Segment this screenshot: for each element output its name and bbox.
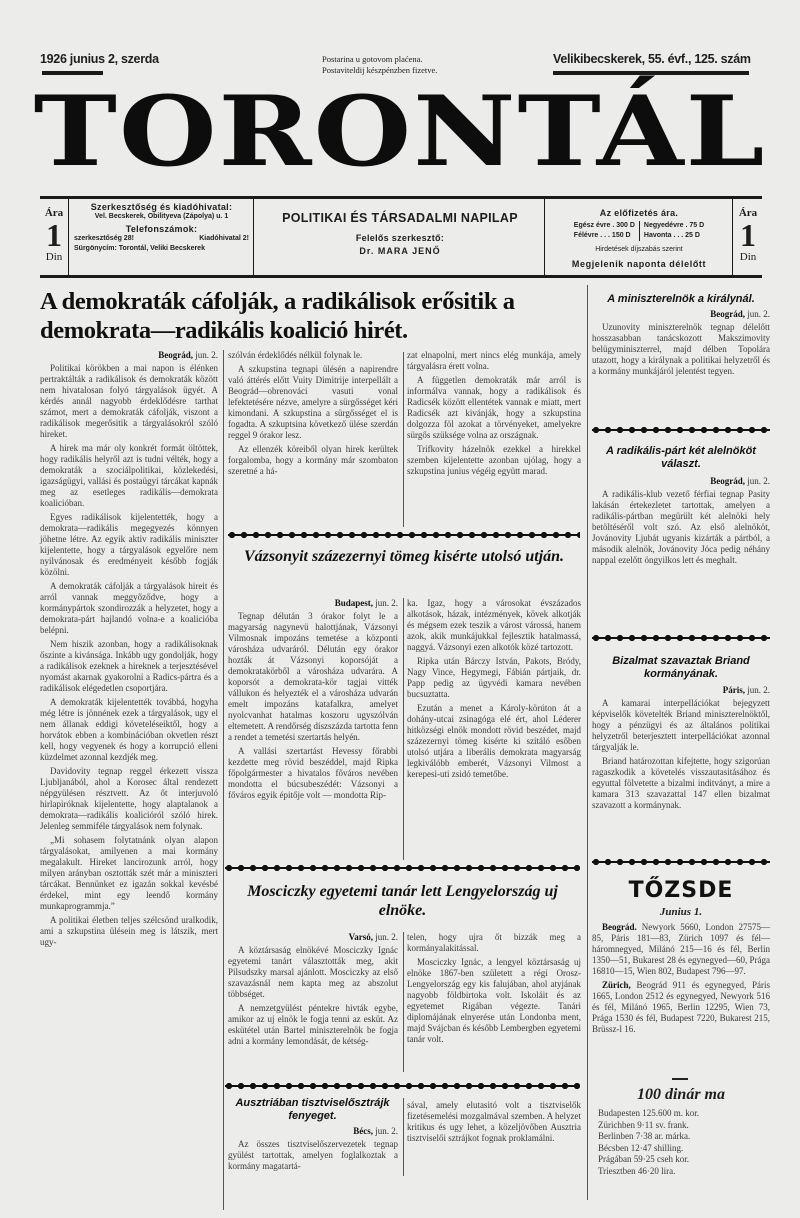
paragraph: Tegnap délután 3 órakor folyt le a magyarság nagynevü halottjának, Vázsonyi Vilmosnak impozáns temetése a központi városháza udvaráról. Délután egy órakor hozták át Vázsonyi koporsóját a demokratakörből a városháza udvarára. A koporsót a demokrata-kör tagjai vitték vállukon és helyezték el a városháza udvarán emelt impozáns katafalkra, amelyet nyolcvanhat hatalmas koszoru ugyszólván eltemetett. A rendőrség díszszázda tartotta fenn a rendet a temetési szertartás helyén. [228,611,398,742]
postage-line-1: Postarina u gotovom plaćena. [322,54,423,64]
dateline-place: Varsó, [348,932,373,942]
divider [553,71,749,75]
column-rule [223,350,224,1210]
price-quarter: Negyedévre . 75 D [643,222,705,229]
ads-note: Hirdetések díjszabás szerint [595,246,683,253]
paragraph: Nem hiszik azonban, hogy a radikálisoknak őszinte a kivánsága. Inkább ugy gondolják, hogy a radikálisok ezeknek a hireknek a terjesztésével nyomást akarnak gyakorolni a Radics-pártra és a radikálisok elégedetlen csoportjára. [40,639,218,693]
column-rule [403,598,404,860]
info-band [40,196,762,278]
price-month: Havonta . . . 25 D [643,232,700,239]
austria-headline: Ausztriában tisztviselősztrájk fenyeget. [235,1097,390,1122]
dateline-place: Beográd, [158,350,193,360]
king-article [592,309,770,380]
subscription-prices [546,221,732,241]
ornamental-divider [592,426,770,434]
dateline-place: Páris, [722,685,745,695]
dateline-date: jun. 2. [375,932,398,942]
ornamental-divider [228,531,580,539]
ornamental-divider [592,634,770,642]
paragraph: A köztársaság elnökévé Mosciczky Ignác egyetemi tanárt választották meg, akit Pilsudszky marsal ajánlott. Mosciczky az első szavazásnál nem kapta meg az abszolut többséget. [228,945,398,999]
dinar-row: Prágában 59·25 cseh kor. [598,1154,689,1164]
austria-col-1 [228,1126,398,1175]
price-label: Ára [738,207,758,219]
paragraph: A nemzetgyülést péntekre hivták egybe, amikor az uj elnök le fogja tenni az esküt. Az eskütétel után Bartel miniszterelnök be fogja adni a kormány lemondását, de kétség- [228,1003,398,1046]
paragraph: zat elnapolni, mert nincs elég munkája, amely tárgyalásra érett volna. [407,350,581,371]
dateline-date: jun. 2. [195,350,218,360]
issue-number: Velikibecskerek, 55. évf., 125. szám [553,52,751,66]
dateline [592,685,770,696]
lead-article-col-1 [40,350,218,951]
mosciczky-col-1 [228,932,398,1050]
paragraph: Briand határozottan kifejtette, hogy szigorúan ragaszkodik a követelés visszautasitásához és egyuttal fölvetette a bizalmi inditványt, a mire a kamara 313 szavazattal 147 ellen bizalmat szavazott a kormánynak. [592,756,770,810]
briand-article [592,685,770,814]
phone-numbers [74,234,249,244]
subscription-col-2 [644,221,704,241]
austria-col-2 [407,1100,581,1147]
vazsonyi-col-1 [228,598,398,804]
stock-exchange-rates [592,922,770,1038]
paragraph: sával, amely elutasitó volt a tisztviselők fizetésemelési mozgalmával szemben. A helyzet kritikus és ugy lehet, a közeljövőben Ausztria tisztviselői sztrájkot fognak proklamálni. [407,1100,581,1143]
column-rule [403,932,404,1072]
paragraph: Uzunovity miniszterelnök tegnap délelőtt hosszasabban tanácskozott Makszimovity belügyminiszterrel, majd délben Topolára utazott, hogy a királynak a politikai helyzetről és a kormány munkájáról jelentést tegyen. [592,322,770,376]
dinar-rates [598,1108,768,1177]
office-title: Szerkesztőség és kiadóhivatal: [90,202,233,212]
dinar-row: Budapesten 125.600 m. kor. [598,1108,699,1118]
dinar-title: 100 dinár ma [636,1086,725,1103]
paragraph: A szkupstina tegnapi ülésén a napirendre való áttérés előtt Vuity Dimitrije interpellált a Beográd—obrenováci vasuti vonal lefektetésére nézve, amelyre a sürgősséget kéri kimondani. A szkupstina a sürgősséget el is fogadta. A szkuptsina következő ülése szerdán reggel 9 órakor lesz. [228,364,398,440]
paragraph: Ripka után Bárczy István, Pakots, Bródy, Nagy Vince, Hegymegi, Fábián pártjaik, dr. Papp pedig az ügyvédi kamara nevében bucsuztatta. [407,656,581,699]
dateline [592,476,770,487]
price-unit: Din [739,251,757,263]
paragraph: Ezután a menet a Károly-körúton át a dohány-utcai zsinagóga elé ért, ahol Léderer hitközségi elnök mondott rövid beszédet, majd százezernyi tömeg kisérte ki szitáló esőben utolsó utjára a liberális demokrata magyarság legkiválóbb emberét, Vázsonyi Vilmost a kerepesi-uti zsidó temetőbe. [407,703,581,779]
paragraph: „Mi sohasem folytatnánk olyan alapon tárgyalásokat, amilyenen a mai kormány megalakult. Hireket lancirozunk arról, hogy milyen arányban osztották szét már a miniszteri tárcákat. Bennünket ez igazán sokkal kevésbé érdekel, mint egy leendő kormány munkaprogrammja.” [40,835,218,911]
vazsonyi-headline: Vázsonyit százezernyi tömeg kisérte utolsó utján. [243,548,565,565]
dateline [228,598,398,609]
ornamental-divider [592,858,770,866]
king-headline: A miniszterelnök a királynál. [607,293,755,305]
paragraph: A független demokraták már arról is informálva vannak, hogy a radikálisok és Radicsék között ellentétek vannak e miatt, mert Radicsék azt kivánják, hogy a szkupstina dolgozza föl azokat a törvényeket, amelyekre sürgős szüksége volna az országnak. [407,375,581,440]
paragraph: Politikai körökben a mai napon is élénken pertraktálták a radikálisok és demokraták között nem hivatalosan folyó tárgyalások ügyét. A kérdés annál nagyobb érdeklődésre tarthat számot, mert a demokraták cáfolják, viszont a radikálisok megerősitik a tárgyalásokról szóló hireket. [40,363,218,439]
radical-article [592,476,770,569]
radical-headline: A radikális-párt két alelnököt választ. [606,445,756,470]
price-label: Ára [44,207,64,219]
postage-line-2: Postaviteldij készpénzben fizetve. [322,65,438,75]
short-divider [672,1078,688,1080]
dateline-date: jun. 2. [375,1126,398,1136]
phones-title: Telefonszámok: [125,224,198,234]
rates-city: Zürich, [602,980,631,990]
price-year: Egész évre . 300 D [573,222,635,229]
dateline [40,350,218,361]
rates-city: Beográd. [602,922,637,932]
appears-note: Megjelenik naponta délelőtt [571,259,707,269]
column-rule [403,352,404,527]
dateline [592,309,770,320]
subscription-title: Az előfizetés ára. [599,208,679,218]
paragraph: A demokraták cáfolják a tárgyalások hireit és arról vannak meggyőződve, hogy a kormánypártok szondirozzák a helyzetet, hogy a demokrata-párt hajlandó volna-e a koalicióba belépni. [40,581,218,635]
dinar-row: Zürichben 9·11 sv. frank. [598,1119,689,1130]
beograd-rates [592,922,770,977]
office-box [70,199,254,275]
paragraph: Mosciczky Ignác, a lengyel köztársaság uj elnöke 1867-ben született a régi Orosz-Lengyelország egy kis falujában, ahol atyjának nagyobb földbirtoka volt. Iskoláit és az egyetemet Rigában végezte. Tanári diplomájának elnyerése után Londonba ment, majd Svájcban és később Lembergben egyetemi tanár volt. [407,957,581,1044]
telegram-address: Sürgönycím: Torontál, Veliki Becskerek [74,245,205,252]
paragraph: A vallási szertartást Hevessy főrabbi kezdette meg rövid beszéddel, majd Ripka főpolgármester a hivatalos főváros nevében mondotta el búcsubeszédét: Vázsonyi a főváros egyik épitője volt — mondotta Rip- [228,746,398,800]
paragraph: szólván érdeklődés nélkül folynak le. [228,350,363,360]
masthead-title: TORONTÁL [33,75,767,189]
dateline-date: jun. 2. [747,309,770,319]
dateline-place: Beográd, [710,476,745,486]
mosciczky-col-2 [407,932,581,1048]
paragraph: Az összes tisztviselőszervezetek tegnap gyülést tartottak, amelyen foglalkoztak a kormány magatartá- [228,1139,398,1171]
ornamental-divider [225,1082,580,1090]
divider [95,71,103,75]
price-value: 1 [740,217,756,253]
dinar-row: Berlinben 7·38 ar. márka. [598,1131,691,1141]
price-unit: Din [45,251,63,263]
paragraph: Trifkovity házelnök ezekkel a hirekkel szemben kijelentette azonban ujólag, hogy a szkupstina junius végéig együtt marad. [407,444,581,476]
rates-text: Newyork 5660, London 27575—85, Páris 181—83, Zürich 1097 és fél—háromnegyed, Milánó 215—16 és fél, Berlin 1350—51, Bukarest 28 és egynegyed—60, Prága 16810—15, Wien 802, Budapest 796—97. [592,922,770,976]
dinar-row: Triesztben 46·20 lira. [598,1165,676,1176]
editor-label: Felelős szerkesztő: [355,233,445,243]
dinar-row: Bécsben 12·47 shilling. [598,1142,684,1153]
subscription-col-1 [574,221,640,241]
briand-headline: Bizalmat szavaztak Briand kormányának. [612,655,750,680]
paragraph: telen, hogy ujra őt bizzák meg a kormányalakitással. [407,932,581,953]
paper-subtitle: POLITIKAI ÉS TÁRSADALMI NAPILAP [282,211,518,225]
price-half-year: Félévre . . . 150 D [573,232,631,239]
stock-exchange-title: TŐZSDE [628,878,734,903]
dateline-date: jun. 2. [747,476,770,486]
phone-publisher: Kiadóhivatal 2! [199,235,249,242]
lead-headline: A demokraták cáfolják, a radikálisok erősitik a demokrata—radikális koalició hirét. [40,288,515,344]
lead-article-col-3 [407,350,581,480]
ornamental-divider [225,864,580,872]
editor-name: Dr. MARA JENŐ [359,246,441,256]
issue-date: 1926 junius 2, szerda [40,52,159,66]
paragraph: A politikai életben teljes szélcsönd uralkodik, ami a szkupstina ülésein meg is látszik, mert ugy- [40,915,218,947]
paragraph: A demokraták kijelentették továbbá, hogyha még létre is jönnének ezek a tárgyalások, ugy el nem állanak eddigi követeléseiktől, hogy a horvátok ebben a kombinációban okvetlen részt kell, hogy vegyenek és hogy a korrupció elleni küzdelmet azonnal kezdjék meg. [40,697,218,762]
mosciczky-headline: Mosciczky egyetemi tanár lett Lengyelország uj elnöke. [247,883,558,919]
office-address: Vel. Becskerek, Obilityeva (Zápolya) u. 1 [94,213,229,220]
rates-text: Beográd 911 és egynegyed, Páris 1665, London 2512 és egynegyed, Newyork 516 és fél, Milánó 1965, Berlin 12295, Wien 73, Prága 1530 és fél, Budapest 7220, Bukarest 215, Brüssz-l 16. [592,980,771,1034]
price-box-right [734,199,762,275]
subscription-box [546,199,733,275]
lead-article-col-2 [228,350,398,480]
paragraph: Davidovity tegnap reggel érkezett vissza Ljubljanából, ahol a Korosec által rendezett népgyülésen résztvett. Az őt interjuvoló hirlapiróknak kijelentette, hogy alaptalanok a demokrata—radikális koalicióról szóló hirek. Jelenleg semmiféle tárgyalások nem folynak. [40,766,218,831]
dateline-place: Bécs, [353,1126,373,1136]
column-rule [403,1098,404,1176]
paragraph: A kamarai interpellációkat bejegyzett képviselők követelték Briand miniszterelnöktől, hogy a pénzügyi és az általános politikai helyzetről beterjesztett interpellációkat azonnal tárgyalják le. [592,698,770,752]
paragraph: ka. Igaz, hogy a városokat évszázados alkotások, házak, intézmények, kövek alkotják és mégsem ezek teszik a várost várossá, hanem azok, akik munkájukkal fejlesztik hatalmassá, naggyá. Vázsonyi ezen alkotók közé tartozott. [407,598,581,652]
postage-note [322,54,437,76]
paragraph: Az ellenzék köreiből olyan hirek kerültek forgalomba, hogy a kormány már szombaton szeretné a há- [228,444,398,476]
paragraph: A radikális-klub vezető férfiai tegnap Pasity lakásán értekezletet tartottak, amelyen a radikális-pártban megürült két alelnöki hely betöltéséről volt szó. Az első alelnököt, Jovánovity Ljubát ugyanis kizárták a pártból, a második alelnök, Jovánovity Jóca pedig néhány nappal ezelőtt öngyilkos lett és meghalt. [592,489,770,565]
paragraph: Egyes radikálisok kijelentették, hogy a demokrata—radikális megegyezés könnyen jöhetne létre. Az egyik aktiv radikális miniszter kijelentette, hogy a tárgyalások egyelőre nem nyilvánosak és eredményeit később fogják közölni. [40,512,218,577]
divider [42,71,100,75]
dateline [228,1126,398,1137]
price-value: 1 [46,217,62,253]
price-box-left [40,199,69,275]
dateline [228,932,398,943]
paragraph: A hirek ma már oly konkrét formát öltöttek, hogy radikális helyről azt is tudni vélték, hogy a demokraták a szociálpolitikai, közlekedési, igazságügyi, vallási és postaügyi tárcákat kapnák meg az esetleges radikális—demokrata koalicióban. [40,443,218,508]
stock-exchange-date: Junius 1. [659,906,703,918]
vazsonyi-col-2 [407,598,581,783]
dateline-date: jun. 2. [747,685,770,695]
zurich-rates [592,980,770,1035]
dateline-place: Budapest, [334,598,373,608]
dateline-place: Beográd, [710,309,745,319]
dateline-date: jun. 2. [375,598,398,608]
phone-editorial: szerkesztőség 28! [74,235,134,242]
column-rule [587,285,588,1200]
subtitle-box [256,199,545,275]
